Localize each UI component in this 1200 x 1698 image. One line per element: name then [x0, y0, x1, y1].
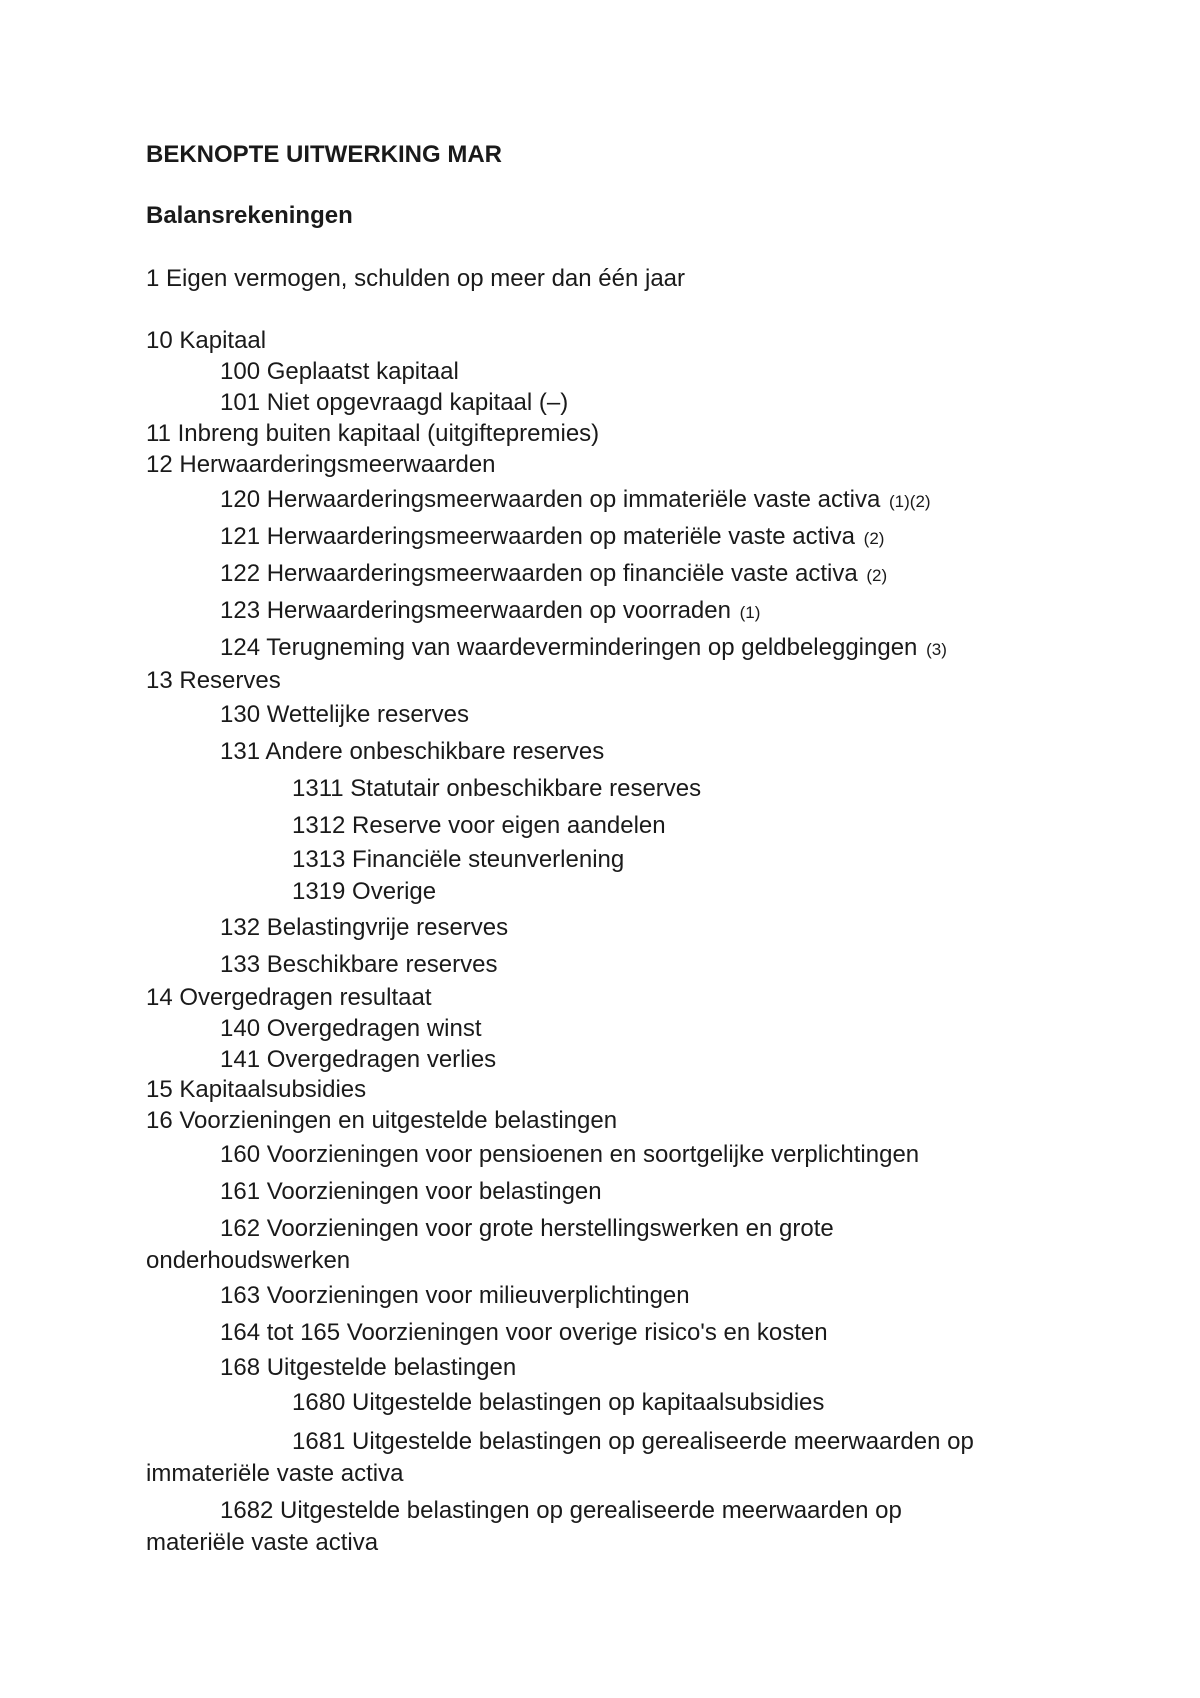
account-entry: 120 Herwaarderingsmeerwaarden op immateriële vaste activa (1)(2) [220, 486, 931, 513]
account-entry: 1311 Statutair onbeschikbare reserves [292, 775, 702, 802]
class-heading: 1 Eigen vermogen, schulden op meer dan één jaar [146, 265, 686, 292]
account-entry: 13 Reserves [146, 667, 281, 694]
account-entry: 141 Overgedragen verlies [220, 1046, 497, 1073]
account-entry: 1319 Overige [292, 878, 437, 905]
account-entry: 133 Beschikbare reserves [220, 951, 498, 978]
account-entry: 121 Herwaarderingsmeerwaarden op materiële vaste activa (2) [220, 523, 885, 550]
document-title: BEKNOPTE UITWERKING MAR [146, 141, 502, 168]
account-entry: 10 Kapitaal [146, 327, 267, 354]
account-entry: 161 Voorzieningen voor belastingen [220, 1178, 602, 1205]
account-entry: 131 Andere onbeschikbare reserves [220, 738, 605, 765]
account-entry: 140 Overgedragen winst [220, 1015, 482, 1042]
footnote-reference: (3) [926, 640, 947, 659]
account-entry: 100 Geplaatst kapitaal [220, 358, 459, 385]
account-entry: 14 Overgedragen resultaat [146, 984, 432, 1011]
section-title: Balansrekeningen [146, 202, 353, 229]
account-entry: 124 Terugneming van waardeverminderingen op geldbeleggingen (3) [220, 634, 947, 661]
account-entry: 123 Herwaarderingsmeerwaarden op voorraden (1) [220, 597, 761, 624]
account-entry: 168 Uitgestelde belastingen [220, 1354, 517, 1381]
account-entry: 15 Kapitaalsubsidies [146, 1076, 367, 1103]
footnote-reference: (1) [739, 603, 761, 622]
footnote-reference: (2) [866, 566, 888, 585]
account-entry: 1312 Reserve voor eigen aandelen [292, 812, 666, 839]
account-entry: 130 Wettelijke reserves [220, 701, 469, 728]
account-entry: 1681 Uitgestelde belastingen op gerealiseerde meerwaarden op [292, 1428, 974, 1455]
account-entry: 12 Herwaarderingsmeerwaarden [146, 451, 496, 478]
account-entry: 101 Niet opgevraagd kapitaal (–) [220, 389, 569, 416]
account-entry: 162 Voorzieningen voor grote herstellingswerken en grote [220, 1215, 834, 1242]
account-entry: 163 Voorzieningen voor milieuverplichtingen [220, 1282, 690, 1309]
account-entry: 1682 Uitgestelde belastingen op gerealiseerde meerwaarden op [220, 1497, 902, 1524]
account-entry: 16 Voorzieningen en uitgestelde belastingen [146, 1107, 618, 1134]
account-entry: onderhoudswerken [146, 1247, 351, 1274]
account-entry: 11 Inbreng buiten kapitaal (uitgiftepremies) [146, 420, 600, 447]
footnote-reference: (1)(2) [889, 492, 931, 511]
account-entry: 160 Voorzieningen voor pensioenen en soortgelijke verplichtingen [220, 1141, 920, 1168]
footnote-reference: (2) [863, 529, 885, 548]
account-entry: 164 tot 165 Voorzieningen voor overige risico's en kosten [220, 1319, 828, 1346]
account-entry: 1313 Financiële steunverlening [292, 846, 625, 873]
account-entry: 122 Herwaarderingsmeerwaarden op financiële vaste activa (2) [220, 560, 888, 587]
account-entry: 1680 Uitgestelde belastingen op kapitaalsubsidies [292, 1389, 825, 1416]
account-entry: materiële vaste activa [146, 1529, 379, 1556]
account-entry: immateriële vaste activa [146, 1460, 404, 1487]
account-entry: 132 Belastingvrije reserves [220, 914, 509, 941]
